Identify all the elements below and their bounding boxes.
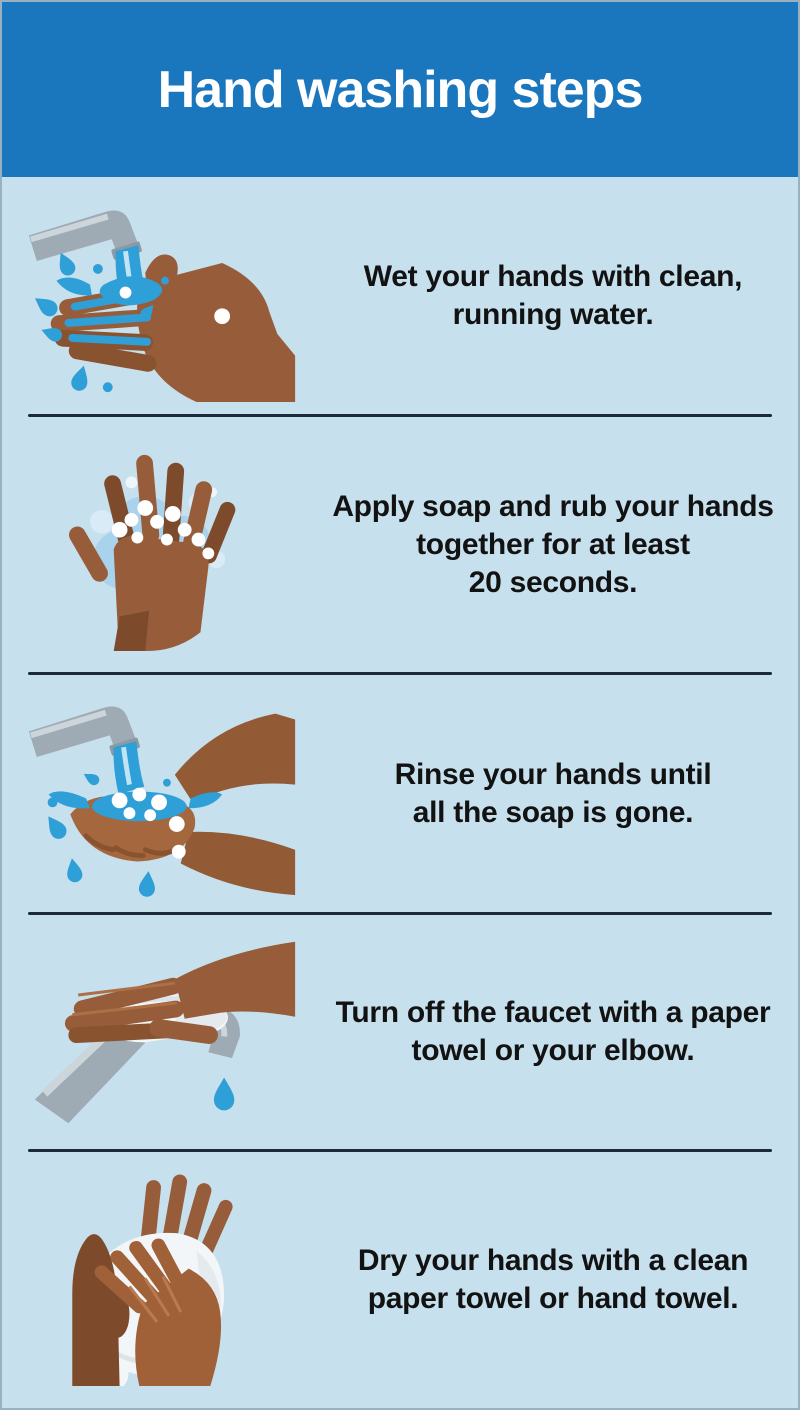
caption-line: 20 seconds.	[468, 565, 638, 599]
step-text-box	[322, 756, 798, 832]
step-caption	[332, 488, 773, 602]
soapy-hands-rubbing-icon	[26, 439, 298, 651]
step-text-box	[322, 488, 798, 602]
caption-line: together for at least	[416, 527, 690, 561]
page-title: Hand washing steps	[157, 60, 643, 119]
step-caption	[358, 1242, 748, 1318]
paper-towel-on-faucet-icon	[26, 926, 298, 1138]
drying-hands-with-towel-icon	[26, 1174, 298, 1386]
step-illustration	[2, 439, 322, 651]
header-banner	[2, 2, 798, 177]
step-illustration	[2, 926, 322, 1138]
rinsing-hands-under-faucet-icon	[26, 688, 298, 900]
caption-line: Apply soap and rub your hands	[332, 489, 774, 523]
caption-line: paper towel or hand towel.	[367, 1282, 739, 1315]
caption-line: Turn off the faucet with a paper	[335, 996, 771, 1029]
step-text-box	[322, 258, 798, 334]
step-text-box	[322, 1242, 798, 1318]
caption-line: Rinse your hands until	[394, 757, 712, 791]
step-caption	[336, 994, 771, 1070]
step-illustration	[2, 1174, 322, 1386]
caption-line: towel or your elbow.	[411, 1034, 695, 1067]
caption-line: Wet your hands with clean,	[363, 259, 743, 293]
step-row-rinse-hands	[2, 675, 798, 912]
caption-line: Dry your hands with a clean	[357, 1244, 749, 1277]
step-row-turn-off-faucet	[2, 915, 798, 1149]
step-row-dry-hands	[2, 1152, 798, 1408]
step-row-apply-soap	[2, 417, 798, 672]
faucet-wetting-hand-icon	[26, 190, 298, 402]
caption-line: running water.	[452, 297, 654, 331]
step-text-box	[322, 994, 798, 1070]
caption-line: all the soap is gone.	[412, 795, 694, 829]
step-row-wet-hands	[2, 177, 798, 414]
step-illustration	[2, 190, 322, 402]
step-caption	[364, 258, 742, 334]
step-illustration	[2, 688, 322, 900]
step-caption	[395, 756, 712, 832]
